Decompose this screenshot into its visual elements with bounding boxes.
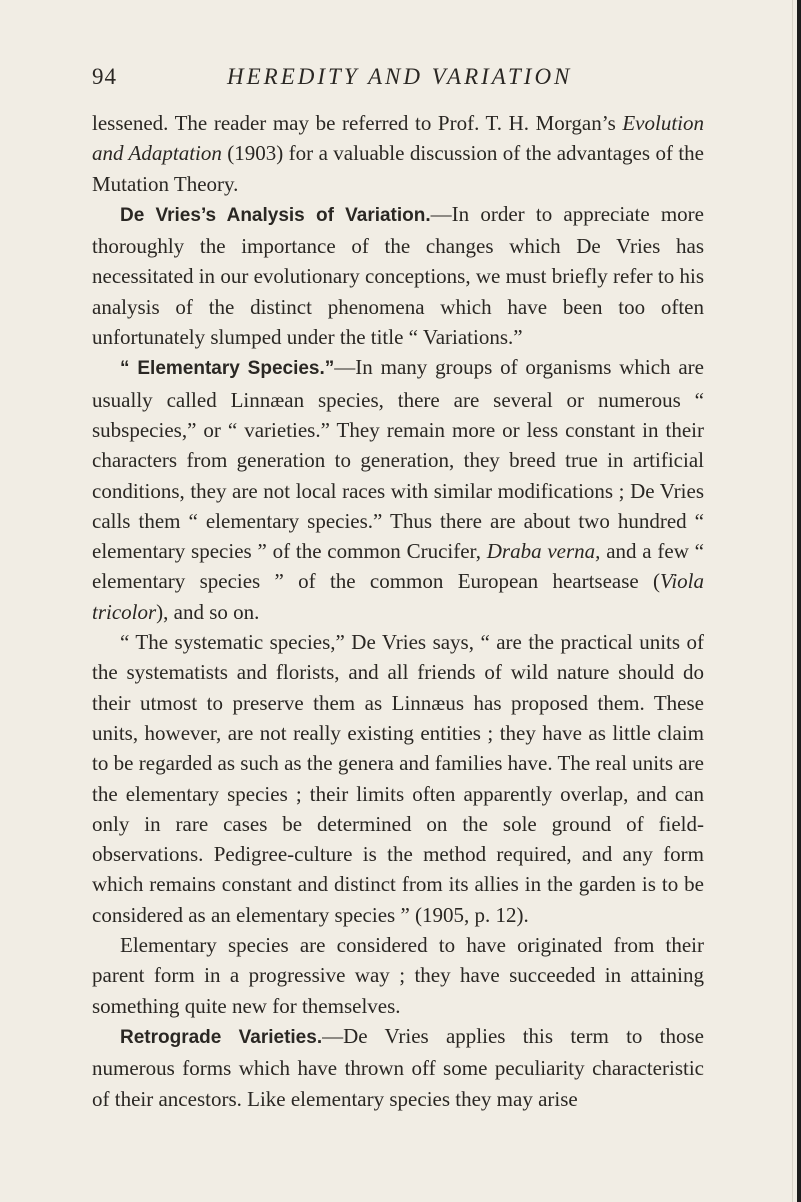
- paragraph-6: [92, 1021, 704, 1114]
- paragraph-4-quote: “ The systematic species,” De Vries says, “ are the practical units of the systematists and florists, and all friends of wild nature should do their utmost to preserve them as Linnæus has proposed them. These units, however, are not really existing entities ; they have as little claim to be regarded as such as the genera and families have. The real units are the elementary species ; their limits often apparently overlap, and can only in rare cases be determined on the sole ground of field-observations. Pedigree-culture is the method required, and any form which remains constant and distinct from its allies in the garden is to be considered as an elementary species ” (1905, p. 12).: [92, 630, 704, 927]
- paragraph-2: [92, 199, 704, 352]
- paragraph-3-text-b: and a few “ elementary species ” of the common European heartsease (: [92, 539, 704, 594]
- section-heading-elementary-species: “ Elementary Species.”: [120, 358, 335, 380]
- page-edge-line: [792, 0, 793, 1202]
- section-heading-analysis-of-variation: De Vries’s Analysis of Variation.: [120, 204, 431, 226]
- paragraph-3: [92, 352, 704, 627]
- paragraph-2-text: —In order to appreciate more thoroughly the importance of the changes which De Vries has necessitated in our evolutionary conceptions, we must briefly refer to his analysis of the distinct phenomena which have been too often unfortunately slumped under the title “ Variations.”: [92, 201, 704, 350]
- running-title: HEREDITY AND VARIATION: [227, 64, 573, 89]
- running-header: [92, 58, 702, 94]
- paragraph-1-text-a: lessened. The reader may be referred to Prof. T. H. Morgan’s: [92, 111, 623, 135]
- body-text: [92, 108, 704, 1114]
- paragraph-3-text-a: —In many groups of organisms which are usually called Linnæan species, there are several or numerous “ subspecies,” or “ varieties.” They remain more or less constant in their characters from generation to generation, they breed true in artificial conditions, they are not local races with similar modifications ; De Vries calls them “ elementary species.” Thus there are about two hundred “ elementary species ” of the common Crucifer,: [92, 355, 704, 564]
- page-edge-shadow: [797, 0, 801, 1202]
- paragraph-1: [92, 108, 704, 199]
- species-name-viola-tricolor: Viola tricolor: [92, 569, 704, 624]
- paragraph-5: Elementary species are considered to have originated from their parent form in a progressive way ; they have succeeded in attaining something quite new for themselves.: [92, 933, 704, 1018]
- book-title-evolution-and-adaptation: Evolution and Adaptation: [92, 111, 704, 166]
- page-number: 94: [92, 64, 117, 89]
- section-heading-retrograde-varieties: Retrograde Varieties.: [120, 1026, 323, 1048]
- species-name-draba-verna: Draba verna,: [486, 539, 601, 564]
- paragraph-6-text: —De Vries applies this term to those numerous forms which have thrown off some peculiarity characteristic of their ancestors. Like elementary species they may arise: [92, 1023, 704, 1111]
- paragraph-3-text-c: ), and so on.: [156, 599, 260, 624]
- paragraph-1-text-b: (1903) for a valuable discussion of the advantages of the Mutation Theory.: [92, 141, 704, 196]
